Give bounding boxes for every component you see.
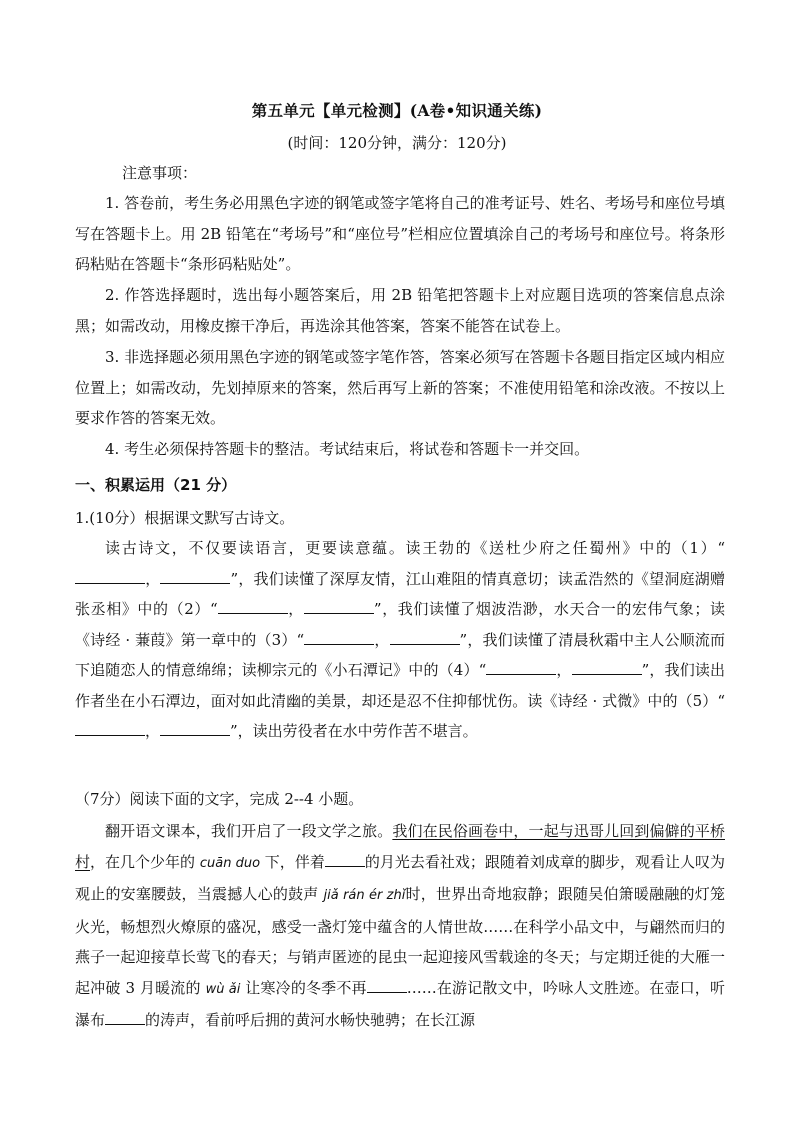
question-1-stem: 1.(10分）根据课文默写古诗文。 [75, 509, 295, 527]
text-segment: 下，伴着 [260, 852, 325, 871]
pinyin: cuān duo [199, 855, 261, 871]
text-segment: ”，读出劳役者在水中劳作苦不堪言。 [230, 722, 478, 740]
text-segment: ， [556, 661, 572, 679]
text-segment: 时，世界出奇地寂静；跟随吴伯箫暖融融的灯笼火光，畅想烈火燎原的盛况，感受一盏灯笼中蕴含的人情世故……在科学小品文中，与翩然而归的燕子一起迎接草长莺飞的春天；与销声匿迹的昆虫一起迎接风雪载途的冬天；与定期迁徙的大雁一起冲破 3 月暖流的 [75, 885, 725, 997]
reading-passage [75, 816, 725, 1036]
text-segment: “ [717, 539, 725, 557]
time-score-info: (时间：120分钟，满分：120分) [287, 134, 507, 152]
question-1-body [75, 533, 725, 747]
text-segment: ， [145, 722, 161, 740]
text-segment: ……在游记散文中，吟咏人文胜迹。在壶口，听瀑布 [75, 978, 725, 1029]
answer-blank[interactable] [486, 656, 556, 675]
text-segment: 的涛声，看前呼后拥的黄河水畅快驰骋；在长江源 [145, 1011, 476, 1029]
answer-blank[interactable] [75, 717, 145, 736]
text-segment: 让寒冷的冬季不再 [240, 978, 367, 997]
underlined-sentence: 我们在民俗画卷中，一起与迅哥儿回到偏僻的平桥村 [75, 822, 725, 871]
text-segment: ，在几个少年的 [90, 852, 200, 871]
pinyin: jiǎ rán ér zhǐ [323, 888, 406, 903]
text-segment: ， [374, 630, 390, 649]
note-item-3: 3. 非选择题必须用黑色字迹的钢笔或签字笔作答，答案必须写在答题卡各题目指定区域内相应位置上；如需改动，先划掉原来的答案，然后再写上新的答案；不准使用铅笔和涂改液。不按以上要求作答的答案无效。 [75, 348, 725, 427]
note-item-4: 4. 考生必须保持答题卡的整洁。考试结束后，将试卷和答题卡一并交回。 [105, 440, 590, 458]
text-segment: “ [478, 661, 487, 679]
answer-blank[interactable] [367, 974, 407, 993]
answer-blank[interactable] [572, 656, 642, 675]
answer-blank[interactable] [304, 595, 374, 614]
question-2-stem: （7分）阅读下面的文字，完成 2--4 小题。 [75, 790, 364, 808]
text-segment: 的月光去看社戏；跟随着刘成章的脚步，观看让人叹为观止的安塞腰鼓，当震撼人心的鼓声 [75, 852, 725, 903]
text-segment: ， [287, 600, 304, 618]
text-segment: ”，我们读懂了烟波浩渺，水天合一的宏伟气象；读《诗经 · 蒹葭》第一章中的（3）“ [75, 600, 725, 649]
answer-blank[interactable] [75, 565, 145, 584]
note-item-2: 2. 作答选择题时，选出每小题答案后，用 2B 铅笔把答题卡上对应题目选项的答案信息点涂黑；如需改动，用橡皮擦干净后，再选涂其他答案，答案不能答在试卷上。 [75, 286, 725, 335]
text-segment: 读古诗文，不仅要读语言，更要读意蕴。读王勃的《送杜少府之任蜀州》中的（1） [105, 539, 718, 557]
notes-heading: 注意事项： [122, 164, 198, 182]
answer-blank[interactable] [390, 626, 460, 645]
text-segment: ， [145, 569, 161, 588]
answer-blank[interactable] [304, 626, 374, 645]
text-segment: 翻开语文课本，我们开启了一段文学之旅。 [105, 822, 393, 840]
text-segment: ”，我们读出作者坐在小石潭边，面对如此清幽的美景，却还是忍不住抑郁忧伤。读《诗经 · 式微》中的（5）“ [75, 661, 725, 710]
answer-blank[interactable] [160, 717, 230, 736]
pinyin: wù ǎi [205, 981, 241, 997]
section-heading: 一、积累运用（21 分） [75, 476, 237, 494]
answer-blank[interactable] [105, 1006, 145, 1025]
page-title: 第五单元【单元检测】(A卷•知识通关练) [251, 101, 543, 120]
answer-blank[interactable] [325, 848, 365, 867]
text-segment: ”，我们读懂了深厚友情，江山难阻的情真意切；读孟浩然的《望洞庭湖赠张丞相》中的（2）“ [75, 569, 725, 618]
answer-blank[interactable] [218, 595, 288, 614]
answer-blank[interactable] [160, 565, 230, 584]
note-item-1: 1. 答卷前，考生务必用黑色字迹的钢笔或签字笔将自己的准考证号、姓名、考场号和座位号填写在答题卡上。用 2B 铅笔在“考场号”和“座位号”栏相应位置填涂自己的考场号和座位号。将条形码粘贴在答题卡“条形码粘贴处”。 [75, 194, 725, 273]
text-segment: ”，我们读懂了清晨秋霜中主人公顺流而下追随恋人的情意绵绵；读柳宗元的《小石潭记》中的（4） [75, 630, 725, 679]
